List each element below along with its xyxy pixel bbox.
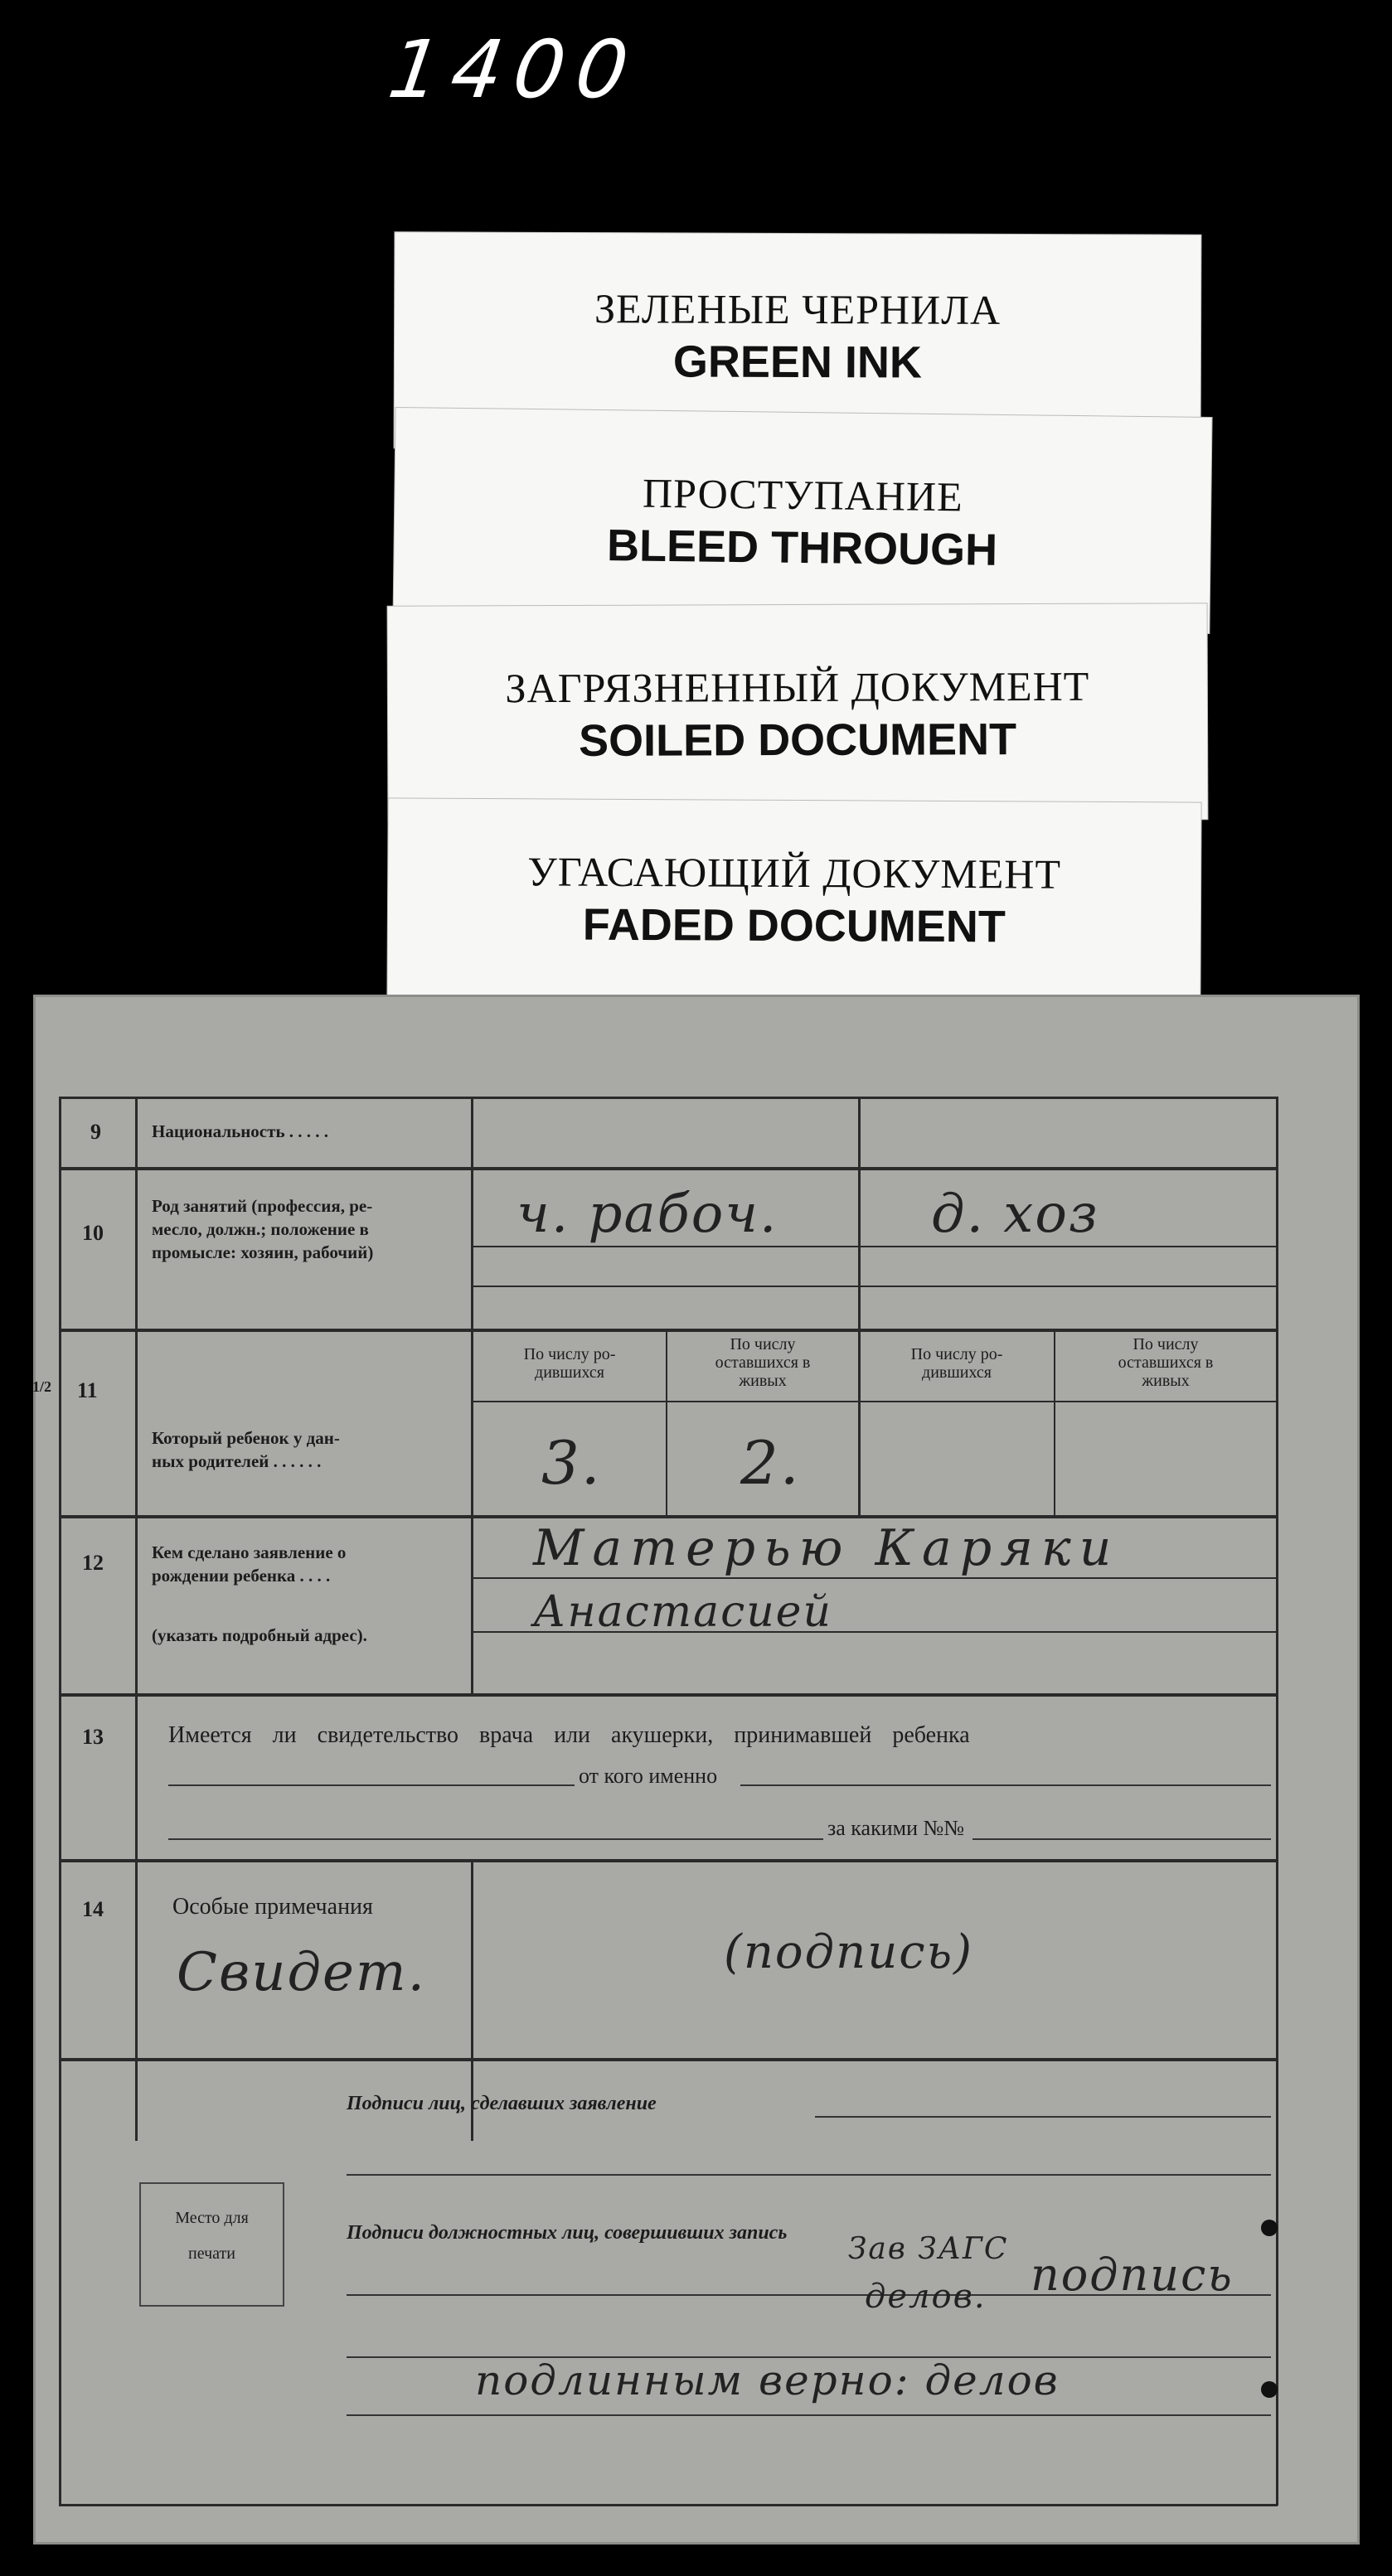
applicants-signature-label: Подписи лиц, сделавших заявление [347,2093,657,2114]
row-number-14: 14 [82,1897,104,1921]
row-sep-13 [59,1859,1278,1862]
punch-hole [1261,2220,1278,2236]
occupation-label-3: промысле: хозяин, рабочий) [152,1242,374,1262]
officials-signature-line-3 [347,2414,1271,2416]
father-born-header [475,1345,664,1382]
child-order-label-1: Который ребенок у дан- [152,1428,340,1448]
punch-hole [1261,2381,1278,2398]
bleed-through-label-card [393,408,1211,633]
row-number-12: 12 [82,1551,104,1575]
col-head-line: По числу [1133,1335,1199,1353]
label-column-divider [471,1097,473,1693]
row-number-10: 10 [82,1221,104,1245]
special-notes-label: Особые примечания [172,1894,373,1920]
children-born-handwriting: 3. [541,1428,602,1498]
row-sep-10 [59,1329,1278,1332]
answer-line-2 [740,1784,1271,1786]
parents-divider [858,1097,861,1515]
applicants-signature-line [815,2116,1271,2118]
row-number-13: 13 [82,1725,104,1749]
col-head-line: дившихся [535,1363,604,1382]
certified-copy-handwriting: подлинным верно: делов [475,2356,1060,2404]
label-en: SOILED DOCUMENT [578,714,1017,766]
label-en: GREEN INK [672,337,923,388]
row-sep-9 [59,1167,1278,1170]
col-head-line: оставшихся в [715,1353,811,1372]
col-head-line: оставшихся в [1118,1353,1214,1372]
declarant-handwriting-line1: Матерью Каряки [533,1519,1120,1577]
col-head-line: По числу ро- [910,1345,1003,1363]
number-column-divider [135,1097,138,2141]
father-alive-header [669,1335,856,1390]
col-head-line: живых [1142,1372,1190,1390]
applicants-signature-line-2 [347,2174,1271,2176]
frame-number: 1400 [383,23,646,116]
row11-subcol-c [1054,1329,1055,1515]
notes-left-handwriting: Свидет. [177,1942,426,2003]
answer-line-4 [972,1838,1271,1840]
official-signature-handwriting: подпись [1031,2249,1234,2301]
faded-document-label-card [387,798,1200,1010]
frame-bottom [59,2504,1278,2506]
register-form-page [33,995,1360,2545]
stamp-place-label-2: печати [188,2244,235,2263]
label-ru: ПРОСТУПАНИЕ [642,469,963,521]
label-ru: УГАСАЮЩИЙ ДОКУМЕНТ [527,848,1062,898]
mother-alive-header [1057,1335,1274,1390]
row-sep-12 [59,1693,1278,1697]
soiled-document-label-card [388,603,1208,821]
frame-right [1276,1097,1278,2506]
label-ru: ЗАГРЯЗНЕННЫЙ ДОКУМЕНТ [505,662,1090,712]
doctor-certificate-question: Имеется ли свидетельство врача или акушерки, принимавшей ребенка [168,1722,970,1748]
declarant-address-label: (указать подробный адрес). [152,1625,367,1645]
answer-line-3 [168,1838,823,1840]
stamp-place-box [139,2182,284,2307]
affairs-handwriting: делов. [865,2278,987,2316]
label-en: FADED DOCUMENT [582,899,1006,952]
row11-header-line [471,1401,1276,1402]
row10-inner-line [471,1246,1276,1247]
officials-signature-label: Подписи должностных лиц, совершивших запись [347,2222,788,2244]
col-head-line: По числу ро- [523,1345,616,1363]
row12-inner-line [471,1577,1276,1579]
col-head-line: По числу [730,1335,796,1353]
label-en: BLEED THROUGH [606,521,998,575]
answer-line-1 [168,1784,575,1786]
declarant-label-2: рождении ребенка . . . . [152,1566,331,1586]
certificate-numbers-label: за какими №№ [827,1816,965,1840]
row-sep-11 [59,1515,1278,1518]
row11-subcol-a [666,1329,667,1515]
child-order-label-2: ных родителей . . . . . . [152,1451,322,1471]
declarant-handwriting-line2: Анастасией [533,1587,832,1637]
from-whom-label: от кого именно [579,1764,718,1788]
col-head-line: живых [739,1372,787,1390]
stamp-place-label-1: Место для [175,2209,249,2227]
notes-signature-handwriting: (подпись) [724,1925,973,1979]
col-head-line: дившихся [922,1363,992,1382]
registry-head-handwriting: Зав ЗАГС [848,2232,1009,2266]
occupation-label-2: месло, должн.; положение в [152,1219,369,1239]
father-occupation-handwriting: ч. рабоч. [517,1184,778,1245]
mother-born-header [861,1345,1052,1382]
label-ru: ЗЕЛЕНЫЕ ЧЕРНИЛА [594,285,1002,333]
mother-occupation-handwriting: д. хоз [931,1184,1099,1245]
children-alive-handwriting: 2. [740,1428,801,1498]
nationality-label: Национальность . . . . . [152,1121,329,1141]
occupation-label-1: Род занятий (профессия, ре- [152,1196,373,1216]
row10-inner-line-2 [471,1286,1276,1287]
side-mark: 1/2 [32,1378,52,1395]
row-number-9: 9 [90,1120,101,1144]
declarant-label-1: Кем сделано заявление о [152,1542,347,1562]
row-number-11: 11 [77,1378,98,1402]
row-sep-14 [59,2058,1278,2061]
frame-top [59,1097,1278,1099]
frame-left [59,1097,61,2506]
